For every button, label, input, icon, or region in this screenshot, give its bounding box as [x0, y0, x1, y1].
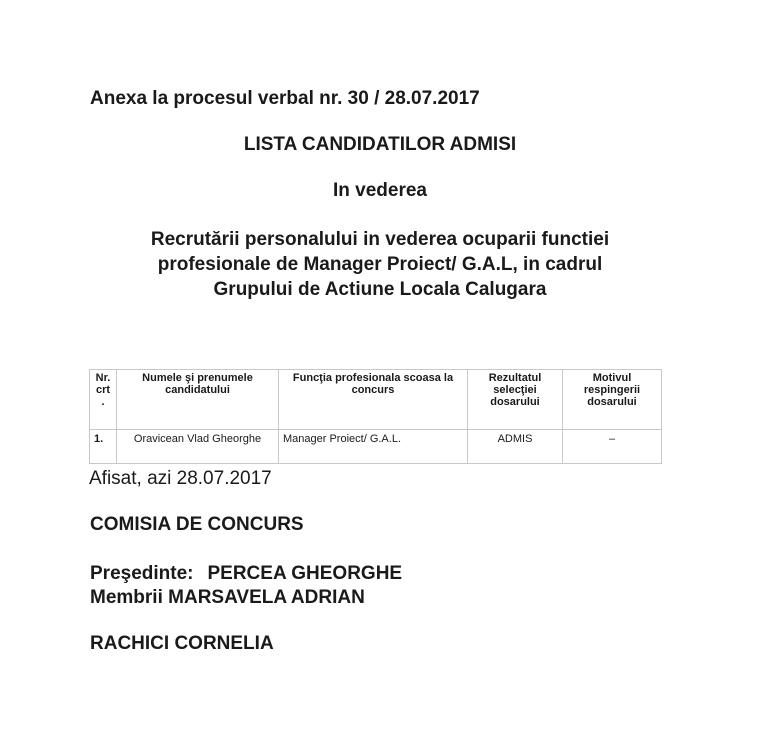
member-name: MARSAVELA ADRIAN: [168, 587, 365, 608]
members-label: Membrii: [90, 587, 163, 608]
purpose-line: profesionale de Manager Proiect/ G.A.L, in cadrul: [157, 254, 603, 275]
cell-name: Oravicean Vlad Gheorghe: [117, 430, 279, 464]
candidates-table: [89, 369, 662, 464]
cell-position: Manager Proiect/ G.A.L.: [279, 430, 468, 464]
header-reason: Motivul respingerii dosarului: [563, 370, 662, 430]
header-position: Funcţia profesionala scoasa la concurs: [279, 370, 468, 430]
purpose-line: Recrutării personalului in vederea ocuparii functiei: [150, 229, 610, 250]
header-nr: Nr. crt .: [90, 370, 117, 430]
cell-nr: 1.: [90, 430, 117, 464]
document-subtitle: In vederea: [333, 180, 427, 201]
commission-heading: COMISIA DE CONCURS: [90, 514, 304, 535]
table-row: [90, 430, 662, 464]
cell-reason: –: [563, 430, 662, 464]
header-result: Rezultatul selecţiei dosarului: [468, 370, 563, 430]
annex-reference: Anexa la procesul verbal nr. 30 / 28.07.2017: [90, 88, 480, 109]
purpose-statement: [0, 227, 760, 302]
president-name: PERCEA GHEORGHE: [207, 563, 403, 584]
document-title: LISTA CANDIDATILOR ADMISI: [243, 134, 517, 155]
header-name: Numele şi prenumele candidatului: [117, 370, 279, 430]
members-line: [90, 587, 365, 609]
president-line: [90, 563, 402, 585]
purpose-line: Grupului de Actiune Locala Calugara: [213, 279, 547, 300]
president-label: Preşedinte:: [90, 563, 194, 584]
member-name: RACHICI CORNELIA: [90, 633, 274, 654]
cell-result: ADMIS: [468, 430, 563, 464]
posted-date: Afisat, azi 28.07.2017: [89, 468, 272, 489]
table-header-row: [90, 370, 662, 430]
